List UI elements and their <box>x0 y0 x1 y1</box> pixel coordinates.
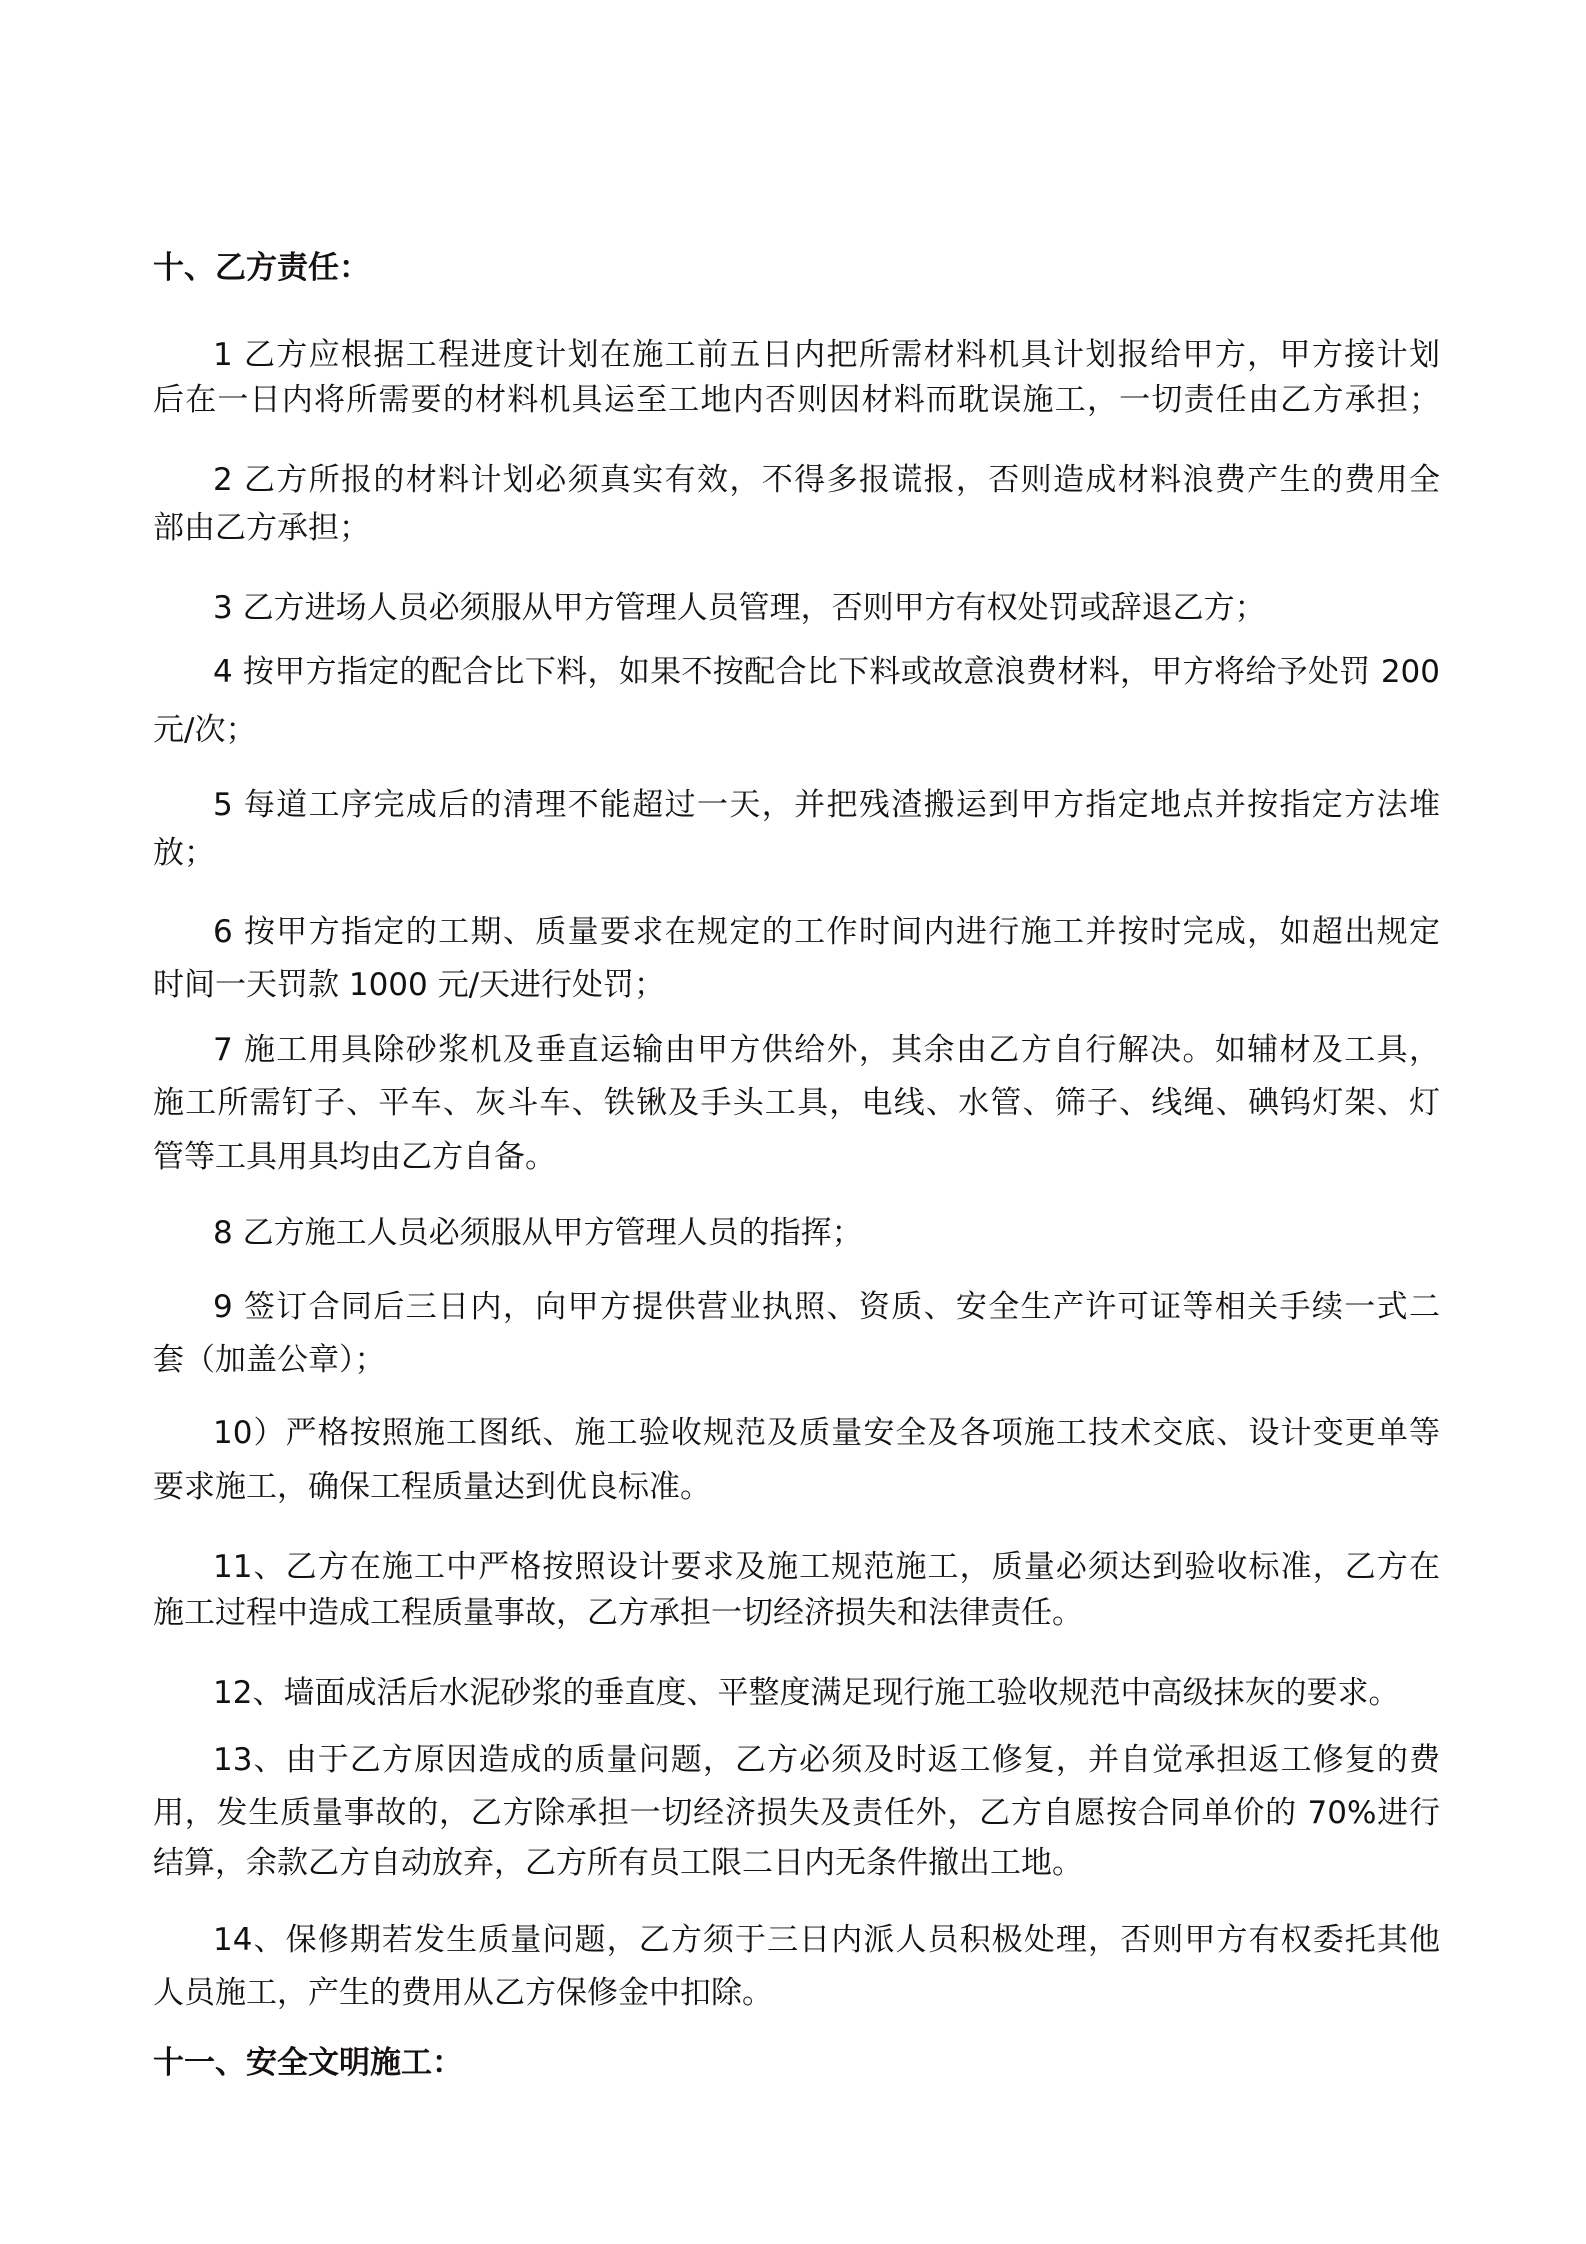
clause-8-line-1: 8 乙方施工人员必须服从甲方管理人员的指挥； <box>213 1215 863 1251</box>
clause-4-line-2: 元/次； <box>153 712 257 748</box>
clause-6-line-1: 6 按甲方指定的工期、质量要求在规定的工作时间内进行施工并按时完成，如超出规定 <box>213 914 1440 950</box>
clause-14-line-1: 14、保修期若发生质量问题，乙方须于三日内派人员积极处理，否则甲方有权委托其他 <box>213 1922 1440 1958</box>
clause-11-line-2: 施工过程中造成工程质量事故，乙方承担一切经济损失和法律责任。 <box>153 1595 1083 1631</box>
clause-13-line-2: 用，发生质量事故的，乙方除承担一切经济损失及责任外，乙方自愿按合同单价的 70%进行 <box>153 1795 1440 1831</box>
clause-11-line-1: 11、乙方在施工中严格按照设计要求及施工规范施工，质量必须达到验收标准，乙方在 <box>213 1549 1440 1585</box>
clause-4-line-1: 4 按甲方指定的配合比下料，如果不按配合比下料或故意浪费材料，甲方将给予处罚 200 <box>213 654 1440 690</box>
clause-10-line-2: 要求施工，确保工程质量达到优良标准。 <box>153 1469 711 1505</box>
clause-7-line-2: 施工所需钉子、平车、灰斗车、铁锹及手头工具，电线、水管、筛子、线绳、碘钨灯架、灯 <box>153 1085 1440 1121</box>
clause-9-line-1: 9 签订合同后三日内，向甲方提供营业执照、资质、安全生产许可证等相关手续一式二 <box>213 1289 1440 1325</box>
section-heading-10: 十、乙方责任： <box>153 250 370 286</box>
clause-9-line-2: 套（加盖公章）； <box>153 1342 386 1378</box>
clause-13-line-3: 结算，余款乙方自动放弃，乙方所有员工限二日内无条件撤出工地。 <box>153 1845 1083 1881</box>
clause-5-line-2: 放； <box>153 835 215 871</box>
clause-2-line-1: 2 乙方所报的材料计划必须真实有效，不得多报谎报，否则造成材料浪费产生的费用全 <box>213 462 1440 498</box>
section-heading-11: 十一、安全文明施工： <box>153 2045 463 2081</box>
clause-13-line-1: 13、由于乙方原因造成的质量问题，乙方必须及时返工修复，并自觉承担返工修复的费 <box>213 1742 1440 1778</box>
clause-1-line-2: 后在一日内将所需要的材料机具运至工地内否则因材料而耽误施工，一切责任由乙方承担； <box>153 382 1440 418</box>
clause-6-line-2: 时间一天罚款 1000 元/天进行处罚； <box>153 967 666 1003</box>
clause-1-line-1: 1 乙方应根据工程进度计划在施工前五日内把所需材料机具计划报给甲方，甲方接计划 <box>213 337 1440 373</box>
clause-7-line-3: 管等工具用具均由乙方自备。 <box>153 1139 556 1175</box>
clause-14-line-2: 人员施工，产生的费用从乙方保修金中扣除。 <box>153 1975 773 2011</box>
clause-12-line-1: 12、墙面成活后水泥砂浆的垂直度、平整度满足现行施工验收规范中高级抹灰的要求。 <box>213 1675 1400 1711</box>
clause-7-line-1: 7 施工用具除砂浆机及垂直运输由甲方供给外，其余由乙方自行解决。如辅材及工具， <box>213 1032 1440 1068</box>
clause-5-line-1: 5 每道工序完成后的清理不能超过一天，并把残渣搬运到甲方指定地点并按指定方法堆 <box>213 787 1440 823</box>
clause-3-line-1: 3 乙方进场人员必须服从甲方管理人员管理，否则甲方有权处罚或辞退乙方； <box>213 590 1266 626</box>
clause-10-line-1: 10）严格按照施工图纸、施工验收规范及质量安全及各项施工技术交底、设计变更单等 <box>213 1415 1440 1451</box>
clause-2-line-2: 部由乙方承担； <box>153 510 370 546</box>
